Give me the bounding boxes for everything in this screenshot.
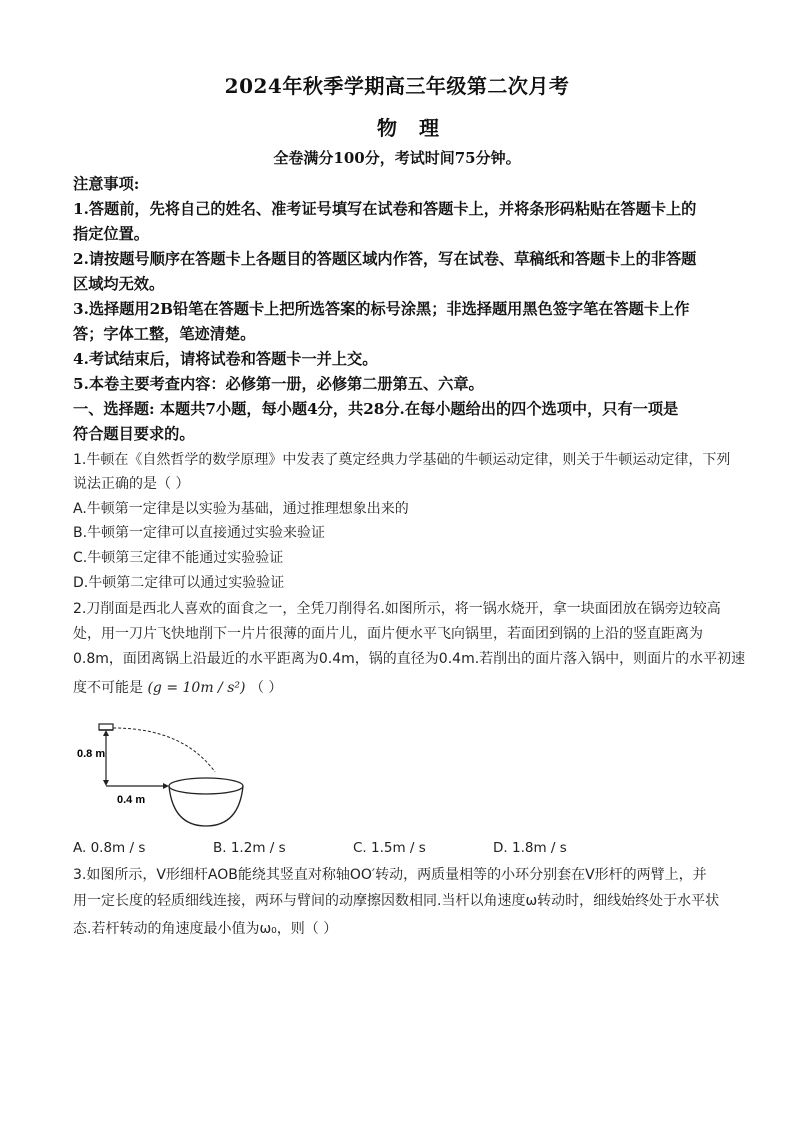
q2-stem-text: 度不可能是 xyxy=(73,680,143,696)
q2-option-b: B. 1.2m / s xyxy=(213,840,286,856)
q1-option-b: B.牛顿第一定律可以直接通过实验来验证 xyxy=(73,525,326,541)
section-heading: 一、选择题: 本题共7小题，每小题4分，共28分.在每小题给出的四个选项中，只有一项是 xyxy=(73,400,679,418)
q3-stem: 态.若杆转动的角速度最小值为ω₀，则（ ） xyxy=(73,921,338,937)
subject-title: 物理 xyxy=(377,116,461,140)
exam-title: 2024年秋季学期高三年级第二次月考 xyxy=(224,74,570,98)
q2-option-d: D. 1.8m / s xyxy=(493,840,567,856)
q1-option-a: A.牛顿第一定律是以实验为基础，通过推理想象出来的 xyxy=(73,501,409,517)
q1-stem: 1.牛顿在《自然哲学的数学原理》中发表了奠定经典力学基础的牛顿运动定律，则关于牛顿运动定律，下列 xyxy=(73,452,731,468)
q2-option-c: C. 1.5m / s xyxy=(353,840,426,856)
pot-rim xyxy=(169,778,243,794)
note-line: 区域均无效。 xyxy=(73,275,165,293)
note-line: 3.选择题用2B铅笔在答题卡上把所选答案的标号涂黑；非选择题用黑色签字笔在答题卡上作 xyxy=(73,300,690,318)
dough-block xyxy=(99,724,113,730)
section-heading-cont: 符合题目要求的。 xyxy=(73,425,195,443)
q2-option-a: A. 0.8m / s xyxy=(73,840,146,856)
note-line: 5.本卷主要考查内容：必修第一册，必修第二册第五、六章。 xyxy=(73,375,484,393)
answer-paren: （ ） xyxy=(249,680,283,696)
q1-option-c: C.牛顿第三定律不能通过实验验证 xyxy=(73,550,284,566)
q1-option-d: D.牛顿第二定律可以通过实验验证 xyxy=(73,575,285,591)
q3-stem: 3.如图所示，V形细杆AOB能绕其竖直对称轴OO′转动，两质量相等的小环分别套在V形杆的两臂上，并 xyxy=(73,867,707,883)
exam-info: 全卷满分100分，考试时间75分钟。 xyxy=(273,149,521,167)
note-line: 1.答题前，先将自己的姓名、准考证号填写在试卷和答题卡上，并将条形码粘贴在答题卡上的 xyxy=(73,200,697,218)
note-line: 指定位置。 xyxy=(73,225,149,243)
q3-stem: 用一定长度的轻质细线连接，两环与臂间的动摩擦因数相同.当杆以角速度ω转动时，细线始终处于水平状 xyxy=(73,893,720,909)
q2-stem: 处，用一刀片飞快地削下一片片很薄的面片儿，面片便水平飞向锅里，若面团到锅的上沿的竖直距离为 xyxy=(73,626,703,642)
arrow-right-icon xyxy=(163,783,169,789)
noodle-pot-figure xyxy=(73,720,263,830)
horizontal-distance-label: 0.4 m xyxy=(117,794,146,806)
gravity-formula: (g = 10m / s²) xyxy=(147,680,246,696)
q2-stem: 2.刀削面是西北人喜欢的面食之一，全凭刀削得名.如图所示，将一锅水烧开，拿一块面团放在锅旁边较高 xyxy=(73,601,721,617)
note-line: 4.考试结束后，请将试卷和答题卡一并上交。 xyxy=(73,350,378,368)
q2-stem: 0.8m，面团离锅上沿最近的水平距离为0.4m，锅的直径为0.4m.若削出的面片落入锅中，则面片的水平初速 xyxy=(73,651,746,667)
note-line: 2.请按题号顺序在答题卡上各题目的答题区域内作答，写在试卷、草稿纸和答题卡上的非答题 xyxy=(73,250,697,268)
q2-stem-last xyxy=(73,677,728,697)
trajectory-path xyxy=(113,728,215,772)
arrow-up-icon xyxy=(103,730,109,736)
arrow-down-icon xyxy=(103,780,109,786)
notes-heading: 注意事项: xyxy=(73,175,140,193)
vertical-distance-label: 0.8 m xyxy=(77,748,106,760)
q1-stem: 说法正确的是（ ） xyxy=(73,476,190,492)
note-line: 答；字体工整，笔迹清楚。 xyxy=(73,325,256,343)
